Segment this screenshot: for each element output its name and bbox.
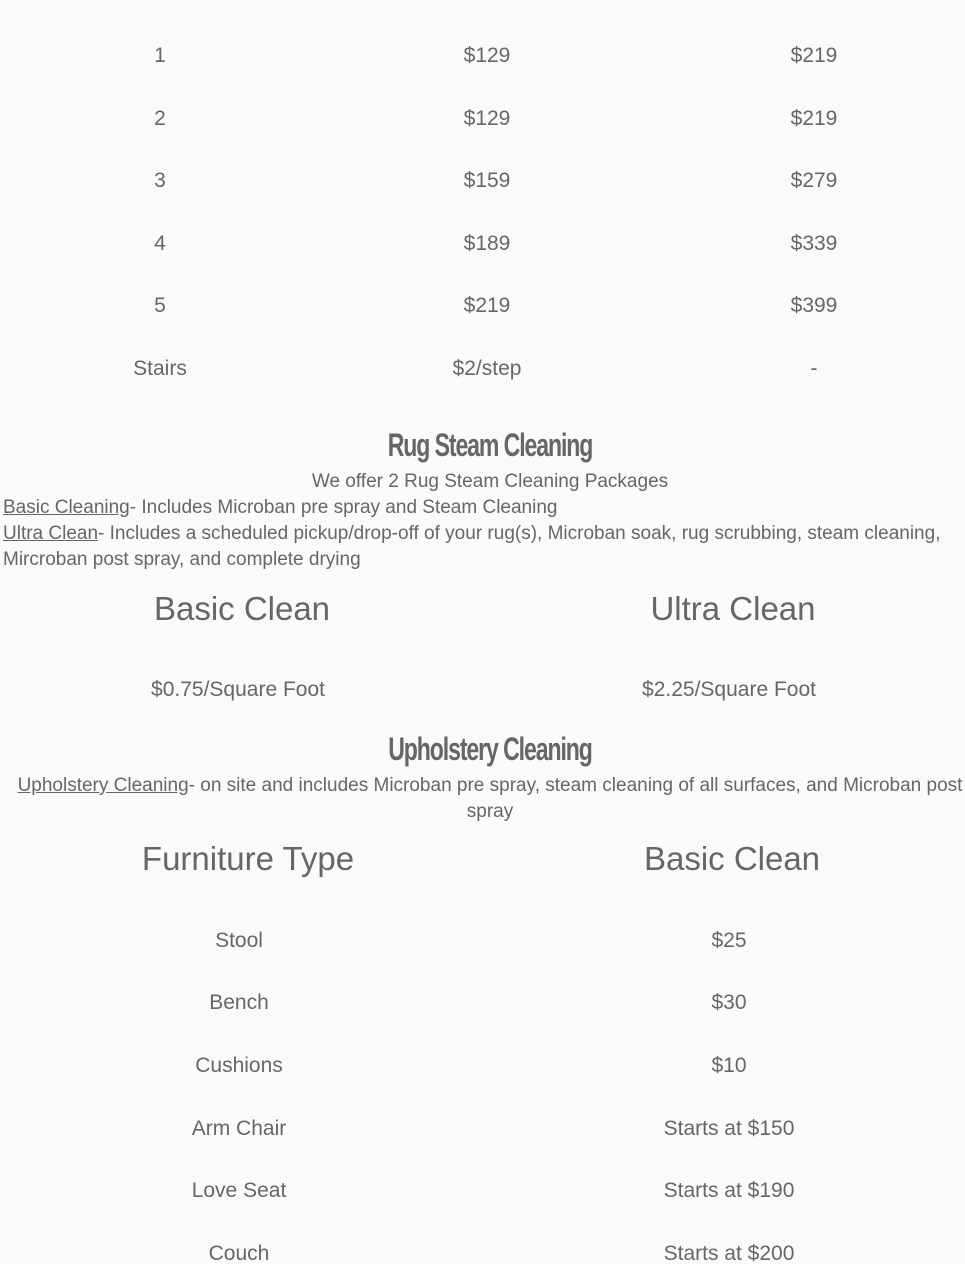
carpet-table-row (0, 104, 965, 134)
carpet-table-row (0, 229, 965, 259)
rug-intro: We offer 2 Rug Steam Cleaning Packages (311, 471, 669, 492)
basic-price: $219 (463, 294, 511, 317)
room-count: 4 (154, 232, 166, 255)
rug-price-basic: $0.75/Square Foot (151, 678, 325, 701)
upholstery-row (0, 926, 965, 956)
ultra-clean-link[interactable]: Ultra Clean (3, 523, 99, 544)
basic-price: $129 (463, 44, 511, 67)
room-count: Stairs (133, 357, 187, 380)
ultra-price: $279 (790, 169, 838, 192)
furniture-type: Couch (208, 1242, 270, 1264)
furniture-price: Starts at $200 (663, 1242, 795, 1264)
basic-cleaning-desc: - Includes Microban pre spray and Steam Cleaning (129, 497, 558, 518)
carpet-table-row (0, 354, 965, 384)
furniture-price: Starts at $150 (663, 1117, 795, 1140)
ultra-price: $219 (790, 44, 838, 67)
carpet-table-row (0, 41, 965, 71)
ultra-clean-desc: - Includes a scheduled pickup/drop-off of your rug(s), Microban soak, rug scrubbing, steam cleaning, Mircroban post spray, and complete drying (3, 523, 941, 570)
rug-section-title: Rug Steam Cleaning (387, 427, 593, 463)
furniture-type: Arm Chair (191, 1117, 287, 1140)
rug-price-ultra: $2.25/Square Foot (642, 678, 816, 701)
upholstery-row (0, 1239, 965, 1264)
rug-basic-line (3, 495, 963, 521)
carpet-table-row (0, 166, 965, 196)
basic-price: $189 (463, 232, 511, 255)
furniture-type: Love Seat (191, 1179, 287, 1202)
upholstery-desc-line (0, 773, 965, 825)
room-count: 1 (154, 44, 166, 67)
ultra-price: $219 (790, 107, 838, 130)
room-count: 2 (154, 107, 166, 130)
furniture-price: Starts at $190 (663, 1179, 795, 1202)
rug-col-basic: Basic Clean (153, 590, 331, 627)
rug-ultra-line (3, 521, 958, 573)
basic-cleaning-link[interactable]: Basic Cleaning (3, 497, 130, 518)
room-count: 5 (154, 294, 166, 317)
furniture-price: $10 (711, 1054, 747, 1077)
rug-col-ultra: Ultra Clean (650, 590, 816, 627)
upholstery-row (0, 988, 965, 1018)
upholstery-col-basic: Basic Clean (643, 840, 821, 877)
upholstery-cleaning-link[interactable]: Upholstery Cleaning (17, 775, 189, 796)
furniture-type: Cushions (195, 1054, 283, 1077)
upholstery-row (0, 1176, 965, 1206)
room-count: 3 (154, 169, 166, 192)
furniture-price: $30 (711, 991, 747, 1014)
furniture-price: $25 (711, 929, 747, 952)
basic-price: $159 (463, 169, 511, 192)
furniture-type: Stool (215, 929, 263, 952)
basic-price: $2/step (452, 357, 522, 380)
upholstery-row (0, 1051, 965, 1081)
upholstery-desc: - on site and includes Microban pre spray, steam cleaning of all surfaces, and Microban post spray (188, 775, 963, 822)
upholstery-row (0, 1114, 965, 1144)
upholstery-section-title: Upholstery Cleaning (388, 731, 592, 767)
furniture-type: Bench (209, 991, 269, 1014)
upholstery-col-type: Furniture Type (141, 840, 355, 877)
ultra-price: $339 (790, 232, 838, 255)
ultra-price: - (810, 357, 818, 380)
ultra-price: $399 (790, 294, 838, 317)
carpet-table-row (0, 291, 965, 321)
basic-price: $129 (463, 107, 511, 130)
